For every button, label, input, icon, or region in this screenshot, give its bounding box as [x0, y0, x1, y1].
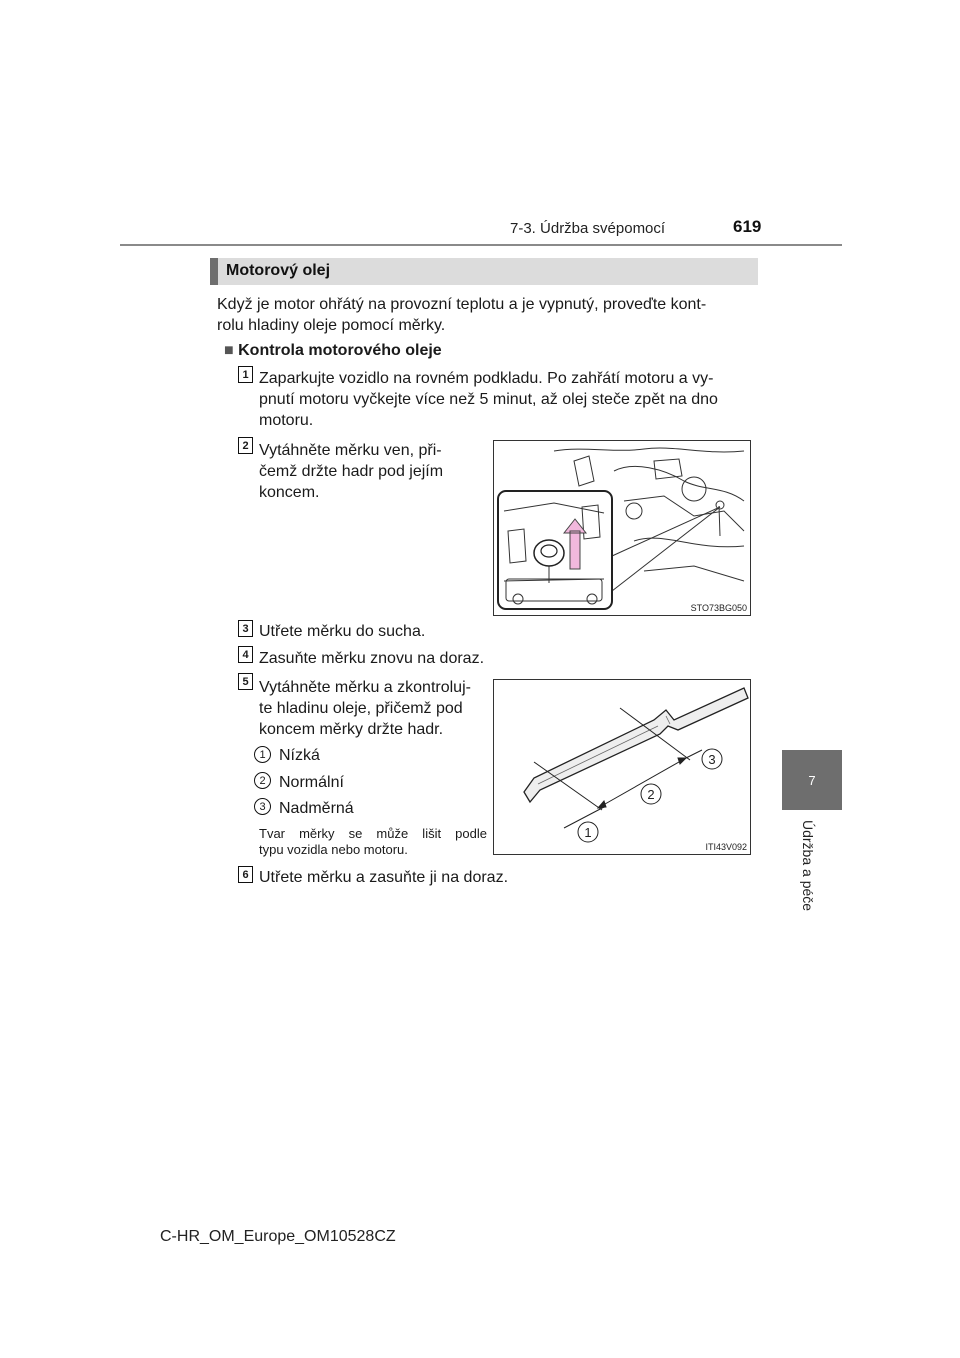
step-line: Vytáhněte měrku a zkontroluj-	[259, 679, 471, 696]
square-bullet-icon: ■	[224, 342, 234, 359]
level-label: Nízká	[279, 747, 320, 764]
step-number: 3	[238, 620, 253, 637]
step-line: pnutí motoru vyčkejte více než 5 minut, až olej steče zpět na dno	[259, 391, 718, 408]
intro-line: rolu hladiny oleje pomocí měrky.	[217, 317, 446, 334]
step-number: 1	[238, 366, 253, 383]
page-number: 619	[733, 217, 762, 236]
step-number: 4	[238, 646, 253, 663]
note-line: typu vozidla nebo motoru.	[259, 842, 408, 857]
engine-dipstick-figure	[493, 440, 751, 616]
header-rule	[120, 244, 842, 246]
step-line: Zasuňte měrku znovu na doraz.	[259, 650, 485, 667]
step-number: 2	[238, 437, 253, 454]
step-line: motoru.	[259, 412, 314, 429]
step-line: Zaparkujte vozidlo na rovném podkladu. Po zahřátí motoru a vy-	[259, 370, 714, 387]
level-number: 1	[254, 746, 271, 763]
step-number: 5	[238, 673, 253, 690]
step-line: čemž držte hadr pod jejím	[259, 463, 444, 480]
step-line: Utřete měrku a zasuňte ji na doraz.	[259, 869, 509, 886]
step-text	[259, 440, 484, 503]
level-label: Nadměrná	[279, 800, 354, 817]
dipstick-illustration	[494, 680, 750, 854]
step-text	[259, 368, 749, 431]
chapter-tab-label: Údržba a péče	[800, 820, 816, 912]
level-number: 3	[254, 798, 271, 815]
dipstick-levels-figure	[493, 679, 751, 855]
engine-bay-illustration	[494, 441, 750, 615]
callout-3: 3	[708, 752, 716, 767]
step-text	[259, 621, 425, 642]
step-line: Vytáhněte měrku ven, při-	[259, 442, 442, 459]
step-text	[259, 648, 484, 669]
subheading-text: Kontrola motorového oleje	[238, 342, 442, 359]
document-footer: C-HR_OM_Europe_OM10528CZ	[160, 1228, 396, 1245]
level-number: 2	[254, 772, 271, 789]
callout-1: 1	[584, 825, 592, 840]
note-line: Tvar měrky se může lišit podle	[259, 826, 487, 841]
step-line: Utřete měrku do sucha.	[259, 623, 426, 640]
step-text	[259, 867, 508, 888]
section-title: Motorový olej	[226, 262, 331, 279]
subheading	[224, 340, 442, 361]
step-line: koncem měrky držte hadr.	[259, 721, 444, 738]
intro-paragraph	[217, 294, 747, 336]
level-label: Normální	[279, 774, 344, 791]
intro-line: Když je motor ohřátý na provozní teplotu a je vypnutý, proveďte kont-	[217, 296, 707, 313]
running-header-section: 7-3. Údržba svépomocí	[510, 220, 666, 237]
step-text	[259, 677, 491, 740]
step-line: te hladinu oleje, přičemž pod	[259, 700, 463, 717]
figure-code: STO73BG050	[690, 603, 747, 613]
chapter-tab: 7	[782, 750, 842, 810]
note	[259, 826, 487, 858]
figure-code: ITI43V092	[705, 842, 747, 852]
callout-2: 2	[647, 787, 655, 802]
step-number: 6	[238, 866, 253, 883]
step-line: koncem.	[259, 484, 320, 501]
